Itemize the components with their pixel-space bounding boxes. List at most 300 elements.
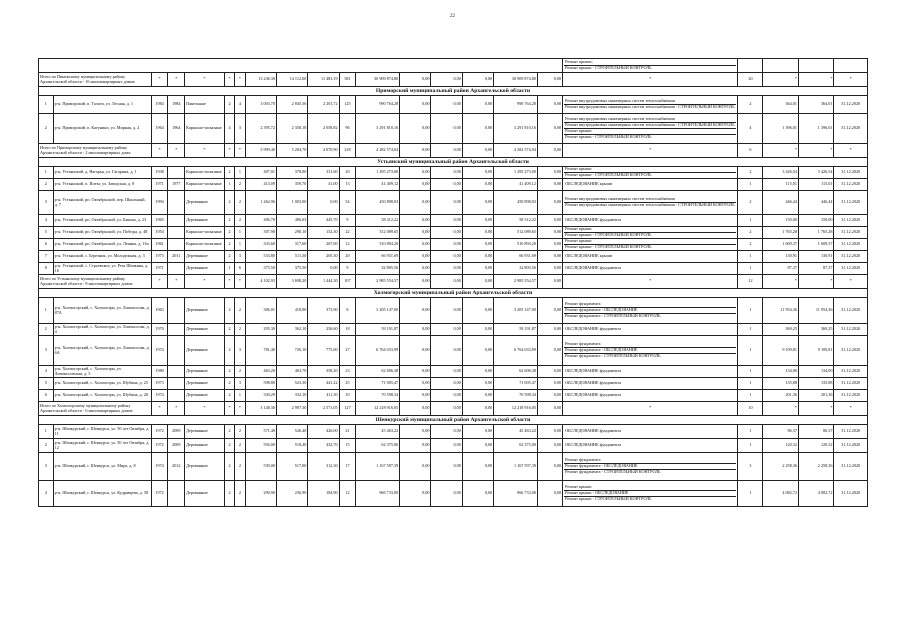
fund-regional: 0,00 bbox=[431, 167, 462, 179]
entrances-count: 4 bbox=[235, 96, 245, 114]
work-type-item: ОБСЛЕДОВАНИЕ крыши bbox=[565, 253, 613, 259]
total-area: 781,40 bbox=[245, 336, 276, 366]
fund-municipal: 0,00 bbox=[462, 390, 493, 402]
house-row bbox=[39, 336, 868, 366]
unit-cost-max: 134,00 bbox=[798, 366, 833, 378]
work-type-item: ОБСЛЕДОВАНИЕ фундамента bbox=[565, 442, 622, 448]
fund-regional: 0,00 bbox=[431, 96, 462, 114]
repair-cost: 45 463,22 bbox=[356, 425, 400, 439]
fund-federal: 0,00 bbox=[400, 378, 431, 390]
work-type-item: Ремонт фундамента bbox=[564, 458, 736, 464]
total-area-residential: 3 698,20 bbox=[276, 275, 307, 289]
work-count: 3 bbox=[738, 453, 763, 481]
row-number: 5 bbox=[39, 378, 54, 390]
year-last-repair bbox=[168, 263, 185, 275]
year-built: 1984 bbox=[151, 96, 168, 114]
district-name: Приморский муниципальный район Архангельской области bbox=[39, 87, 868, 96]
residential-area: 317,60 bbox=[276, 239, 307, 251]
fund-federal: 0,00 bbox=[400, 439, 431, 453]
fund-owners: 70 598,34 bbox=[494, 390, 538, 402]
house-address: р-н. Устьянский, рп. Октябрьский, ул. Победы, д. 48 bbox=[53, 227, 151, 239]
work-type-item: ОБСЛЕДОВАНИЕ фундамента bbox=[565, 368, 622, 374]
work-count: 10 bbox=[738, 402, 763, 416]
residents-count: 13 bbox=[339, 179, 356, 191]
total-area-residential: 2 997,30 bbox=[276, 402, 307, 416]
total-area: 290,90 bbox=[245, 481, 276, 507]
year-built: 1974 bbox=[151, 453, 168, 481]
work-types: * bbox=[563, 275, 738, 289]
row-number: 4 bbox=[39, 481, 54, 507]
row-number: 3 bbox=[39, 191, 54, 215]
unit-cost-limit: 3 426,54 bbox=[763, 167, 798, 179]
completion-date: 31.12.2020 bbox=[834, 439, 868, 453]
row-number: 4 bbox=[39, 366, 54, 378]
page-number: 22 bbox=[450, 14, 455, 19]
house-address: р-н. Приморский, п. Талаги, ул. Лесная, д. 1 bbox=[53, 96, 151, 114]
work-types bbox=[563, 227, 738, 239]
year-built: 1972 bbox=[151, 439, 168, 453]
house-address: р-н. Холмогорский, с. Холмогоры, ул. Ломоносова, д. 6А bbox=[53, 336, 151, 366]
fund-municipal: 0,00 bbox=[462, 114, 493, 144]
total-fund-regional: 0,00 bbox=[431, 73, 462, 87]
wall-material: Деревянные bbox=[185, 425, 225, 439]
work-type-item: ОБСЛЕДОВАНИЕ фундамента bbox=[565, 428, 622, 434]
total-placeholder: * bbox=[224, 144, 234, 158]
residential-area: 726,10 bbox=[276, 336, 307, 366]
completion-date: 31.12.2020 bbox=[834, 453, 868, 481]
total-fund-other: 0,00 bbox=[537, 144, 562, 158]
year-built: 1974 bbox=[151, 336, 168, 366]
house-address: р-н. Холмогорский, с. Холмогоры, ул. Шубина, д. 28 bbox=[53, 390, 151, 402]
private-area: 184,90 bbox=[308, 481, 339, 507]
empty-cell bbox=[798, 59, 833, 73]
residents-count: 15 bbox=[339, 439, 356, 453]
house-address: р-н. Шенкурский, г. Шенкурск, ул. Кудрявцева, д. 38 bbox=[53, 481, 151, 507]
total-area: 375,50 bbox=[245, 263, 276, 275]
total-area: 2 395,72 bbox=[245, 114, 276, 144]
private-area: 441,22 bbox=[308, 378, 339, 390]
row-number: 2 bbox=[39, 179, 54, 191]
repair-cost: 512 089,65 bbox=[356, 227, 400, 239]
fund-regional: 0,00 bbox=[431, 425, 462, 439]
work-type-item: Ремонт внутридомовых инженерных систем теплоснабжения bbox=[564, 117, 736, 123]
house-address: р-н. Устьянский, с. Березник, ул. Молодежная, д. 3 bbox=[53, 251, 151, 263]
repair-cost: 6 764 033,99 bbox=[356, 336, 400, 366]
residential-area: 511,30 bbox=[276, 251, 307, 263]
wall-material: Деревянные bbox=[185, 324, 225, 336]
total-area: 539,00 bbox=[245, 453, 276, 481]
total-placeholder: * bbox=[235, 73, 245, 87]
wall-material: Деревянные bbox=[185, 263, 225, 275]
completion-date: 31.12.2020 bbox=[834, 96, 868, 114]
work-types bbox=[563, 179, 738, 191]
entrances-count: 3 bbox=[235, 378, 245, 390]
fund-other: 0,00 bbox=[537, 336, 562, 366]
fund-other: 0,00 bbox=[537, 366, 562, 378]
unit-cost-max: 130,91 bbox=[798, 251, 833, 263]
residents-count: 9 bbox=[339, 215, 356, 227]
total-fund-municipal: 0,00 bbox=[462, 402, 493, 416]
work-type-item: Ремонт крыши bbox=[564, 167, 736, 173]
fund-municipal: 0,00 bbox=[462, 453, 493, 481]
work-types bbox=[563, 263, 738, 275]
residents-count: 21 bbox=[339, 425, 356, 439]
work-count: 1 bbox=[738, 298, 763, 324]
year-built: 1973 bbox=[151, 251, 168, 263]
year-last-repair bbox=[168, 227, 185, 239]
total-area-private: 11 483,19 bbox=[308, 73, 339, 87]
house-address: р-н. Холмогорский, с. Холмогоры, ул. Шубина, д. 25 bbox=[53, 378, 151, 390]
floors-count: 2 bbox=[224, 239, 234, 251]
unit-cost-limit: * bbox=[763, 275, 798, 289]
entrances-count: 1 bbox=[235, 239, 245, 251]
unit-cost-max: 11 954,36 bbox=[798, 298, 833, 324]
fund-municipal: 0,00 bbox=[462, 481, 493, 507]
unit-cost-limit: * bbox=[763, 402, 798, 416]
year-last-repair: 1984 bbox=[168, 96, 185, 114]
house-address: р-н. Холмогорский, с. Холмогоры, ул. Ломоносова, д. 4 bbox=[54, 323, 150, 334]
total-area: 598,80 bbox=[245, 378, 276, 390]
floors-count: 4 bbox=[224, 114, 234, 144]
unit-cost-limit: 1 396,01 bbox=[763, 114, 798, 144]
fund-regional: 0,00 bbox=[431, 251, 462, 263]
unit-cost-max: 364,01 bbox=[798, 96, 833, 114]
total-placeholder: * bbox=[224, 402, 234, 416]
repair-cost: 59 191,87 bbox=[356, 324, 400, 336]
work-type-item: Ремонт фундамента - ОБСЛЕДОВАНИЕ bbox=[564, 464, 736, 470]
work-count: 2 bbox=[738, 239, 763, 251]
floors-count: 2 bbox=[224, 298, 234, 324]
wall-material: Деревянные bbox=[185, 439, 225, 453]
fund-other: 0,00 bbox=[537, 179, 562, 191]
district-heading-row bbox=[39, 158, 868, 167]
fund-owners: 45 463,22 bbox=[494, 425, 538, 439]
fund-federal: 0,00 bbox=[400, 191, 431, 215]
unit-cost-limit: 1 765,28 bbox=[763, 227, 798, 239]
total-area: 413,09 bbox=[245, 179, 276, 191]
total-placeholder: * bbox=[185, 402, 225, 416]
work-count: 1 bbox=[738, 324, 763, 336]
wall-material: Панельные bbox=[185, 96, 225, 114]
fund-other: 0,00 bbox=[537, 298, 562, 324]
fund-municipal: 0,00 bbox=[462, 324, 493, 336]
fund-regional: 0,00 bbox=[431, 324, 462, 336]
total-residents: 127 bbox=[339, 402, 356, 416]
total-placeholder: * bbox=[168, 73, 185, 87]
unit-cost-limit: 364,01 bbox=[763, 96, 798, 114]
total-cost: 12 218 916,05 bbox=[356, 402, 400, 416]
fund-federal: 0,00 bbox=[400, 390, 431, 402]
private-area: 205,30 bbox=[308, 251, 339, 263]
work-types bbox=[563, 378, 738, 390]
unit-cost-max: 115,01 bbox=[798, 179, 833, 191]
fund-other: 0,00 bbox=[537, 481, 562, 507]
work-types bbox=[563, 390, 738, 402]
fund-regional: 0,00 bbox=[431, 179, 462, 191]
year-built: 1971 bbox=[151, 263, 168, 275]
year-built: 1970 bbox=[151, 324, 168, 336]
house-row bbox=[39, 96, 868, 114]
fund-other: 0,00 bbox=[537, 425, 562, 439]
completion-date: 31.12.2020 bbox=[834, 167, 868, 179]
unit-cost-max: 120,32 bbox=[798, 439, 833, 453]
total-area-residential: 5 204,70 bbox=[276, 144, 307, 158]
unit-cost-limit: 115,01 bbox=[763, 179, 798, 191]
fund-owners: 32 805,56 bbox=[494, 263, 538, 275]
fund-municipal: 0,00 bbox=[462, 179, 493, 191]
floors-count: 2 bbox=[224, 390, 234, 402]
repair-cost: 3 291 810,16 bbox=[356, 114, 400, 144]
work-type-item: Ремонт фундамента bbox=[564, 342, 736, 348]
private-area: 373,90 bbox=[308, 298, 339, 324]
fund-regional: 0,00 bbox=[431, 191, 462, 215]
residential-area: 236,90 bbox=[276, 481, 307, 507]
year-last-repair bbox=[168, 167, 185, 179]
total-area: 463,20 bbox=[245, 366, 276, 378]
completion-date: * bbox=[834, 275, 868, 289]
total-cost: 30 909 874,80 bbox=[356, 73, 400, 87]
wall-material: Деревянные bbox=[185, 378, 225, 390]
row-number: 8 bbox=[39, 263, 54, 275]
work-types bbox=[563, 167, 738, 179]
house-row bbox=[39, 453, 868, 481]
total-placeholder: * bbox=[151, 275, 168, 289]
entrances-count: 1 bbox=[235, 227, 245, 239]
entrances-count: 3 bbox=[235, 114, 245, 144]
private-area: 312,30 bbox=[308, 453, 339, 481]
year-last-repair bbox=[168, 336, 185, 366]
residents-count: 10 bbox=[339, 390, 356, 402]
fund-federal: 0,00 bbox=[400, 96, 431, 114]
total-fund-other: 0,00 bbox=[537, 275, 562, 289]
fund-regional: 0,00 bbox=[431, 481, 462, 507]
private-area: 411,30 bbox=[308, 390, 339, 402]
completion-date: 31.12.2020 bbox=[834, 227, 868, 239]
work-type-item: Ремонт крыши - ОБСЛЕДОВАНИЕ bbox=[564, 491, 736, 497]
fund-regional: 0,00 bbox=[431, 439, 462, 453]
fund-federal: 0,00 bbox=[400, 227, 431, 239]
total-area: 295,30 bbox=[245, 324, 276, 336]
wall-material: Каркасно-засыпные bbox=[185, 167, 225, 179]
work-type-item: Ремонт крыши bbox=[564, 227, 736, 233]
private-area: 426,00 bbox=[308, 425, 339, 439]
total-fund-owners: 2 985 554,57 bbox=[494, 275, 538, 289]
total-area-private: 4 070,90 bbox=[308, 144, 339, 158]
house-row bbox=[39, 167, 868, 179]
completion-date: 31.12.2020 bbox=[834, 179, 868, 191]
total-cost: 4 282 574,04 bbox=[356, 144, 400, 158]
total-placeholder: * bbox=[235, 144, 245, 158]
fund-federal: 0,00 bbox=[400, 336, 431, 366]
fund-federal: 0,00 bbox=[400, 263, 431, 275]
floors-count: 2 bbox=[224, 96, 234, 114]
work-type-item: Ремонт крыши bbox=[564, 129, 736, 135]
work-type-item: ОБСЛЕДОВАНИЕ фундамента bbox=[565, 217, 622, 223]
work-count: 4 bbox=[738, 114, 763, 144]
private-area: 358,20 bbox=[308, 366, 339, 378]
total-area-private: 1 444,30 bbox=[308, 275, 339, 289]
house-row bbox=[39, 179, 868, 191]
house-row bbox=[39, 425, 868, 439]
completion-date: 31.12.2020 bbox=[834, 191, 868, 215]
unit-cost-limit: 150,00 bbox=[763, 215, 798, 227]
wall-material: Деревянные bbox=[185, 453, 225, 481]
total-fund-owners: 30 909 874,80 bbox=[494, 73, 538, 87]
fund-other: 0,00 bbox=[537, 227, 562, 239]
fund-municipal: 0,00 bbox=[462, 378, 493, 390]
fund-owners: 58 312,22 bbox=[494, 215, 538, 227]
repair-cost: 62 606,38 bbox=[356, 366, 400, 378]
floors-count: 2 bbox=[224, 481, 234, 507]
year-last-repair bbox=[168, 298, 185, 324]
residential-area: 518,40 bbox=[276, 439, 307, 453]
work-type-item: Ремонт крыши - СТРОИТЕЛЬНЫЙ КОНТРОЛЬ bbox=[565, 65, 652, 70]
fund-municipal: 0,00 bbox=[462, 215, 493, 227]
fund-federal: 0,00 bbox=[400, 366, 431, 378]
fund-municipal: 0,00 bbox=[462, 251, 493, 263]
entrances-count: 1 bbox=[235, 390, 245, 402]
work-types bbox=[563, 439, 738, 453]
work-types: * bbox=[563, 144, 738, 158]
entrances-count: 2 bbox=[235, 215, 245, 227]
total-fund-municipal: 0,00 bbox=[462, 275, 493, 289]
work-type-item: Ремонт внутридомовых инженерных систем теплоснабжения bbox=[564, 197, 736, 203]
fund-federal: 0,00 bbox=[400, 215, 431, 227]
fund-federal: 0,00 bbox=[400, 324, 431, 336]
work-types bbox=[563, 336, 738, 366]
wall-material: Каркасно-засыпные bbox=[185, 239, 225, 251]
total-area-residential: 14 112,00 bbox=[276, 73, 307, 87]
residential-area: 375,50 bbox=[276, 263, 307, 275]
fund-federal: 0,00 bbox=[400, 425, 431, 439]
fund-other: 0,00 bbox=[537, 167, 562, 179]
total-area: 4 102,93 bbox=[245, 275, 276, 289]
repair-cost: 58 312,22 bbox=[356, 215, 400, 227]
fund-federal: 0,00 bbox=[400, 481, 431, 507]
year-built: 1980 bbox=[151, 366, 168, 378]
house-row bbox=[39, 227, 868, 239]
work-types bbox=[563, 59, 738, 73]
residents-count: 12 bbox=[339, 239, 356, 251]
completion-date: 31.12.2020 bbox=[834, 378, 868, 390]
work-count: 1 bbox=[738, 425, 763, 439]
residential-area: 526,40 bbox=[276, 425, 307, 439]
wall-material: Деревянные bbox=[185, 390, 225, 402]
floors-count: 2 bbox=[224, 378, 234, 390]
work-count: 1 bbox=[738, 179, 763, 191]
year-built: 1963 bbox=[151, 298, 168, 324]
residential-area: 418,00 bbox=[276, 298, 307, 324]
total-placeholder: * bbox=[185, 144, 225, 158]
year-built: 1974 bbox=[151, 390, 168, 402]
work-types bbox=[563, 96, 738, 114]
work-count: 1 bbox=[738, 366, 763, 378]
district-total-row bbox=[39, 402, 868, 416]
residential-area: 332,10 bbox=[276, 390, 307, 402]
district-name: Холмогорский муниципальный район Архангельской области bbox=[39, 289, 868, 298]
unit-cost-limit: 11 954,36 bbox=[763, 298, 798, 324]
total-area: 3 003,70 bbox=[245, 96, 276, 114]
unit-cost-max: 135,88 bbox=[798, 378, 833, 390]
total-fund-federal: 0,00 bbox=[400, 144, 431, 158]
wall-material: Деревянные bbox=[185, 215, 225, 227]
residents-count: 23 bbox=[339, 366, 356, 378]
total-fund-federal: 0,00 bbox=[400, 402, 431, 416]
private-area: 0,00 bbox=[308, 263, 339, 275]
residential-area: 1 003,00 bbox=[276, 191, 307, 215]
residents-count: 96 bbox=[339, 114, 356, 144]
district-total-row bbox=[39, 275, 868, 289]
work-type-item: ОБСЛЕДОВАНИЕ фундамента bbox=[565, 380, 622, 386]
work-count: 1 bbox=[738, 378, 763, 390]
unit-cost-limit: 2 258,36 bbox=[763, 453, 798, 481]
total-fund-other: 0,00 bbox=[537, 402, 562, 416]
wall-material: Деревянные bbox=[185, 366, 225, 378]
house-row bbox=[39, 378, 868, 390]
unit-cost-limit: 87,37 bbox=[763, 263, 798, 275]
entrances-count: 2 bbox=[235, 324, 245, 336]
total-placeholder: * bbox=[151, 144, 168, 158]
private-area: 2 201,72 bbox=[308, 96, 339, 114]
work-types bbox=[563, 215, 738, 227]
unit-cost-max: 2 258,36 bbox=[798, 453, 833, 481]
repair-cost: 3 205 147,00 bbox=[356, 298, 400, 324]
total-residents: 107 bbox=[339, 275, 356, 289]
total-fund-federal: 0,00 bbox=[400, 73, 431, 87]
row-number: 7 bbox=[39, 251, 54, 263]
fund-municipal: 0,00 bbox=[462, 96, 493, 114]
private-area: 432,70 bbox=[308, 439, 339, 453]
work-count: 6 bbox=[738, 144, 763, 158]
unit-cost-max: 86,37 bbox=[798, 425, 833, 439]
work-types bbox=[563, 239, 738, 251]
row-number: 1 bbox=[39, 298, 54, 324]
fund-municipal: 0,00 bbox=[462, 425, 493, 439]
floors-count: 2 bbox=[224, 366, 234, 378]
fund-municipal: 0,00 bbox=[462, 167, 493, 179]
entrances-count: 2 bbox=[235, 179, 245, 191]
fund-municipal: 0,00 bbox=[462, 239, 493, 251]
floors-count: 2 bbox=[224, 191, 234, 215]
floors-count: 2 bbox=[224, 167, 234, 179]
fund-owners: 62 606,38 bbox=[494, 366, 538, 378]
unit-cost-limit: 201,36 bbox=[763, 390, 798, 402]
house-row bbox=[39, 191, 868, 215]
entrances-count: 2 bbox=[235, 481, 245, 507]
fund-owners: 990 764,28 bbox=[494, 96, 538, 114]
year-last-repair: 1964 bbox=[168, 114, 185, 144]
fund-regional: 0,00 bbox=[431, 239, 462, 251]
repair-cost: 71 005,47 bbox=[356, 378, 400, 390]
total-area: 306,01 bbox=[245, 298, 276, 324]
empty-cell bbox=[39, 59, 563, 73]
house-row bbox=[39, 239, 868, 251]
house-row bbox=[39, 251, 868, 263]
repair-cost: 1 295 273,00 bbox=[356, 167, 400, 179]
repair-cost: 990 764,28 bbox=[356, 96, 400, 114]
completion-date: 31.12.2020 bbox=[834, 324, 868, 336]
fund-other: 0,00 bbox=[537, 378, 562, 390]
work-type-item: Ремонт фундамента - СТРОИТЕЛЬНЫЙ КОНТРОЛЬ bbox=[565, 312, 661, 318]
total-area: 1 262,96 bbox=[245, 191, 276, 215]
entrances-count: 2 bbox=[235, 425, 245, 439]
unit-cost-limit: 9 109,81 bbox=[763, 336, 798, 366]
total-label: Итого по Приморскому муниципальному району Архангельской области - 2 многоквартирных дома: bbox=[39, 144, 152, 158]
row-number: 2 bbox=[39, 324, 54, 336]
completion-date: 31.12.2020 bbox=[834, 390, 868, 402]
floors-count: 1 bbox=[224, 263, 234, 275]
unit-cost-max: 9 109,81 bbox=[798, 336, 833, 366]
